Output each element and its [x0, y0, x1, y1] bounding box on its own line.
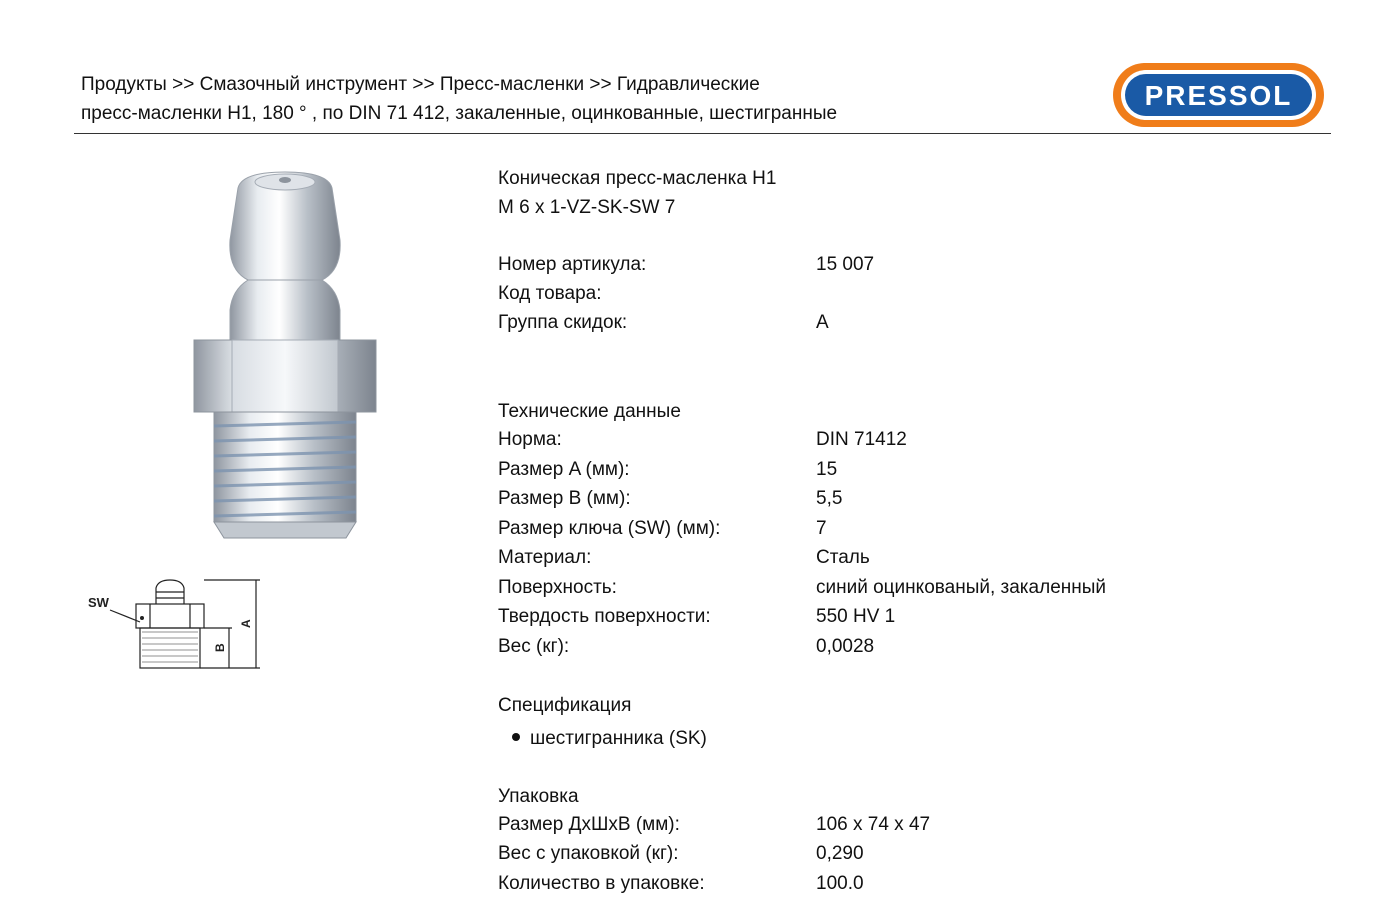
info-row-article	[498, 253, 875, 277]
product-spec: M 6 x 1-VZ-SK-SW 7	[498, 197, 676, 218]
breadcrumb-line-2: пресс-масленки H1, 180 ° , по DIN 71 412, закаленные, оцинкованные, шестигранные	[81, 103, 838, 124]
row-value: 100.0	[816, 873, 864, 894]
row-value: A	[816, 312, 829, 333]
row-value: 550 HV 1	[816, 606, 896, 627]
row-label: Вес (кг):	[498, 636, 570, 657]
pack-row-quantity	[498, 872, 864, 896]
row-label: Размер B (мм):	[498, 488, 631, 509]
row-label: Твердость поверхности:	[498, 606, 711, 627]
row-label: Размер ключа (SW) (мм):	[498, 518, 721, 539]
logo-text: PRESSOL	[1144, 80, 1293, 111]
product-photo	[190, 160, 380, 545]
tech-row-size-b	[498, 487, 843, 511]
specification-item-label: шестигранника (SK)	[530, 728, 707, 749]
product-title	[498, 164, 776, 222]
row-value: 15	[816, 459, 838, 480]
tech-row-hardness	[498, 605, 896, 629]
tech-row-norm	[498, 428, 907, 452]
pressol-logo	[1112, 62, 1325, 128]
row-label: Размер ДхШхВ (мм):	[498, 814, 680, 835]
row-label: Вес с упаковкой (кг):	[498, 843, 679, 864]
breadcrumb-line-1: Продукты >> Смазочный инструмент >> Пресс-масленки >> Гидравлические	[81, 74, 760, 95]
drawing-b-label: B	[213, 643, 227, 652]
row-value: DIN 71412	[816, 429, 907, 450]
breadcrumb	[81, 70, 1041, 128]
row-value: 106 x 74 x 47	[816, 814, 931, 835]
bullet-icon	[512, 733, 520, 741]
row-value: 5,5	[816, 488, 843, 509]
technical-drawing	[84, 574, 274, 674]
pack-row-dimensions	[498, 813, 931, 837]
row-label: Количество в упаковке:	[498, 873, 705, 894]
row-label: Материал:	[498, 547, 592, 568]
tech-row-surface	[498, 576, 1107, 600]
tech-row-material	[498, 546, 870, 570]
row-value: 0,0028	[816, 636, 875, 657]
info-row-discount-group	[498, 311, 829, 335]
row-value: 15 007	[816, 254, 875, 275]
row-value: 7	[816, 518, 827, 539]
row-label: Номер артикула:	[498, 254, 647, 275]
row-value: 0,290	[816, 843, 864, 864]
row-label: Группа скидок:	[498, 312, 628, 333]
row-value: синий оцинкованый, закаленный	[816, 577, 1107, 598]
row-label: Код товара:	[498, 283, 602, 304]
row-label: Размер A (мм):	[498, 459, 630, 480]
drawing-sw-label: SW	[88, 595, 109, 610]
tech-row-size-a	[498, 458, 838, 482]
pack-row-weight	[498, 842, 864, 866]
row-value: Сталь	[816, 547, 870, 568]
header-divider	[74, 133, 1331, 134]
info-row-product-code	[498, 282, 602, 306]
tech-row-weight	[498, 635, 875, 659]
specification-item	[512, 727, 707, 751]
drawing-a-label: A	[239, 619, 253, 628]
tech-row-wrench-size	[498, 517, 827, 541]
product-name: Коническая пресс-масленка H1	[498, 168, 777, 189]
specification-heading: Спецификация	[498, 695, 632, 716]
row-label: Норма:	[498, 429, 562, 450]
packaging-heading: Упаковка	[498, 786, 579, 807]
technical-heading: Технические данные	[498, 401, 681, 422]
row-label: Поверхность:	[498, 577, 617, 598]
